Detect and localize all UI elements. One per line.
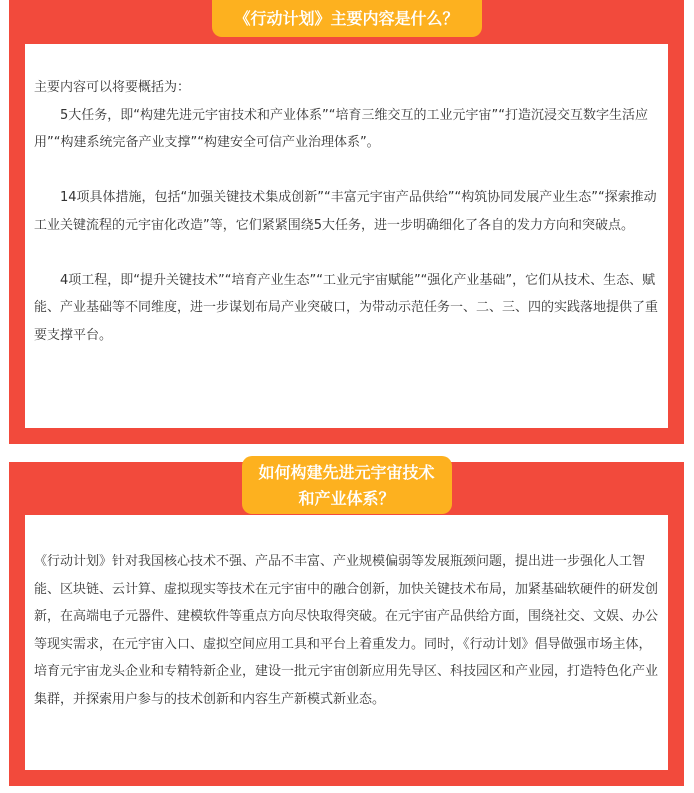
section-title-line1: 如何构建先进元宇宙技术: [258, 463, 435, 482]
content-panel: [25, 44, 668, 428]
intro-line: 主要内容可以将要概括为：: [34, 80, 191, 95]
section-title-banner: [242, 456, 452, 514]
paragraph-body: 《行动计划》针对我国核心技术不强、产品不丰富、产业规模偏弱等发展瓶颈问题，提出进一步强化人工智能、区块链、云计算、虚拟现实等技术在元宇宙中的融合创新，加快关键技术布局，加紧基础软硬件的研发创新，在高端电子元器件、建模软件等重点方向尽快取得突破。在元宇宙产品供给方面，围绕社交、文娱、办公等现实需求，在元宇宙入口、虚拟空间应用工具和平台上着重发力。同时，《行动计划》倡导做强市场主体，培育元宇宙龙头企业和专精特新企业，建设一批元宇宙创新应用先导区、科技园区和产业园，打造特色化产业集群，并探索用户参与的技术创新和内容生产新模式新业态。: [34, 554, 659, 707]
paragraph-projects: 4项工程，即“提升关键技术”“培育产业生态”“工业元宇宙赋能”“强化产业基础”，它们从技术、生态、赋能、产业基础等不同维度，进一步谋划布局产业突破口，为带动示范任务一、二、三、四的实践落地提供了重要支撑平台。: [34, 272, 659, 343]
content-text: [34, 74, 659, 349]
paragraph-measures: 14项具体措施，包括“加强关键技术集成创新”“丰富元宇宙产品供给”“构筑协同发展产业生态”“探索推动工业关键流程的元宇宙化改造”等，它们紧紧围绕5大任务，进一步明确细化了各自的发力方向和突破点。: [34, 190, 657, 233]
content-panel: [25, 515, 668, 770]
section-title: 《行动计划》主要内容是什么？: [234, 9, 459, 28]
section-title-banner: [212, 0, 482, 37]
section-card-main-content: [9, 0, 684, 444]
section-title-line2: 和产业体系？: [298, 489, 395, 508]
content-text: [34, 548, 659, 714]
section-card-tech-industry: [9, 462, 684, 786]
paragraph-tasks: 5大任务，即“构建先进元宇宙技术和产业体系”“培育三维交互的工业元宇宙”“打造沉浸交互数字生活应用”“构建系统完备产业支撑”“构建安全可信产业治理体系”。: [34, 107, 648, 150]
